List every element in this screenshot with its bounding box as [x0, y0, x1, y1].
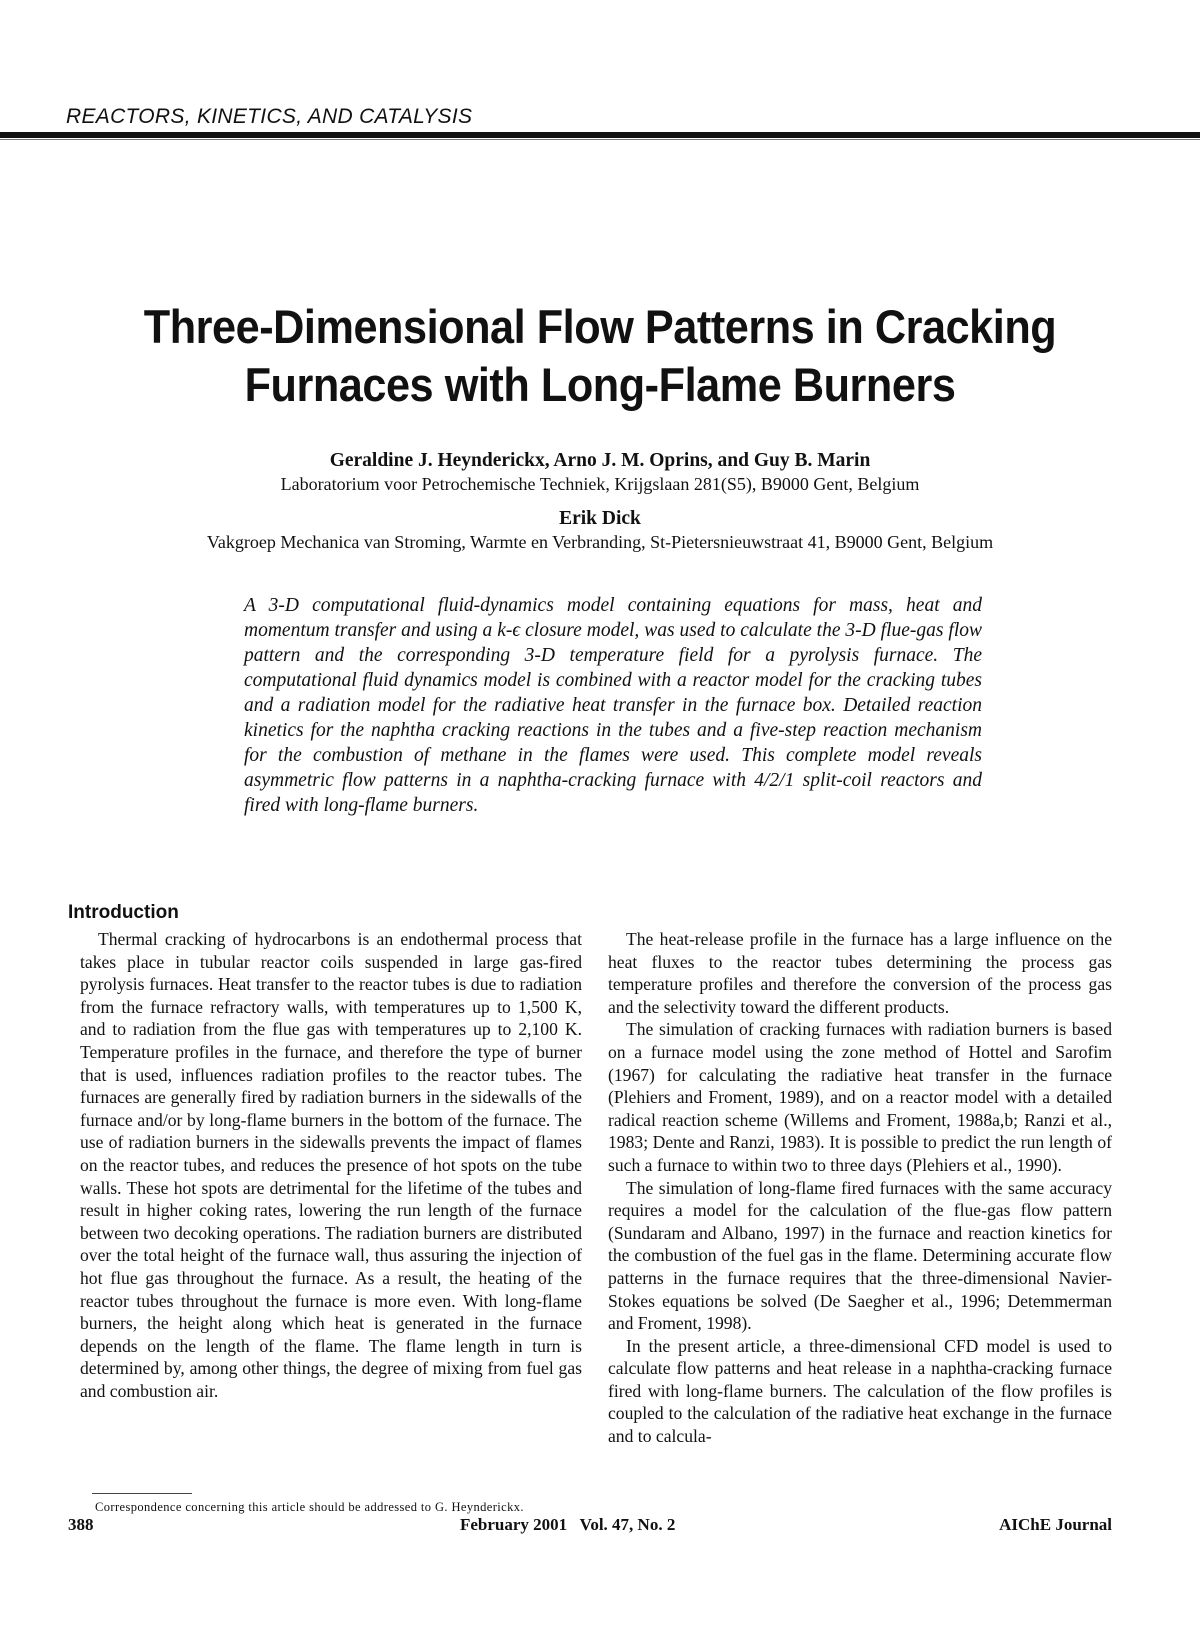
- paragraph: The simulation of cracking furnaces with radiation burners is based on a furnace model using the zone method of Hottel and Sarofim (1967) for calculating the radiative heat transfer in the furnace (Plehiers and Froment, 1989), and on a reactor model with a detailed radical reaction scheme (Willems and Froment, 1988a,b; Ranzi et al., 1983; Dente and Ranzi, 1983). It is possible to predict the run length of such a furnace to within two to three days (Plehiers et al., 1990).: [608, 1019, 1112, 1175]
- paragraph: The simulation of long-flame fired furnaces with the same accuracy requires a model for the calculation of the flue-gas flow pattern (Sundaram and Albano, 1997) in the furnace and reaction kinetics for the combustion of the fuel gas in the flame. Determining accurate flow patterns in the furnace requires that the three-dimensional Navier-Stokes equations be solved (De Saegher et al., 1996; Detemmerman and Froment, 1998).: [608, 1177, 1112, 1334]
- section-heading: Introduction: [68, 902, 179, 923]
- section-tag: REACTORS, KINETICS, AND CATALYSIS: [66, 105, 473, 128]
- author-second: Erik Dick: [559, 508, 641, 529]
- footnote-rule: [92, 1493, 192, 1494]
- author-list: Geraldine J. Heynderickx, Arno J. M. Oprins, and Guy B. Marin: [329, 450, 871, 471]
- paragraph: The heat-release profile in the furnace has a large influence on the heat fluxes to the reactor tubes determining the process gas temperature profiles and therefore the conversion of the process gas and the selectivity toward the different products.: [608, 929, 1112, 1017]
- right-column: [608, 928, 1112, 1448]
- paragraph: Thermal cracking of hydrocarbons is an endothermal process that takes place in tubular reactor coils suspended in large gas-fired pyrolysis furnaces. Heat transfer to the reactor tubes is due to radiation from the furnace refractory walls, with temperatures up to 1,500 K, and to radiation from the flue gas with temperatures up to 2,100 K. Temperature profiles in the furnace, and therefore the type of burner that is used, influences radiation profiles to the reactor tubes. The furnaces are generally fired by radiation burners in the sidewalls of the furnace and/or by long-flame burners in the bottom of the furnace. The use of radiation burners in the sidewalls prevents the impact of flames on the reactor tubes, and reduces the presence of hot spots on the tube walls. These hot spots are detrimental for the lifetime of the tubes and result in higher coking rates, lowering the run length of the furnace between two decoking operations. The radiation burners are distributed over the total height of the furnace wall, thus assuring the injection of hot flue gas throughout the furnace. As a result, the heating of the reactor tubes throughout the furnace is more even. With long-flame burners, the height along which heat is generated in the furnace depends on the length of the flame. The flame length in turn is determined by, among other things, the degree of mixing from fuel gas and combustion air.: [80, 929, 582, 1401]
- journal-name: AIChE Journal: [999, 1515, 1112, 1534]
- affiliation-1: Laboratorium voor Petrochemische Techniek, Krijgslaan 281(S5), B9000 Gent, Belgium: [280, 474, 920, 494]
- paper-title: Three-Dimensional Flow Patterns in Cracking Furnaces with Long-Flame Burners: [143, 300, 1057, 411]
- affiliation-2: Vakgroep Mechanica van Stroming, Warmte en Verbranding, St-Pietersnieuwstraat 41, B9000 Gent, Belgium: [206, 532, 994, 552]
- header-rule: [0, 132, 1200, 138]
- issue-info: February 2001 Vol. 47, No. 2: [460, 1515, 676, 1534]
- abstract: A 3-D computational fluid-dynamics model containing equations for mass, heat and momentum transfer and using a k-ϵ closure model, was used to calculate the 3-D flue-gas flow pattern and the corresponding 3-D temperature field for a pyrolysis furnace. The computational fluid dynamics model is combined with a reactor model for the cracking tubes and a radiation model for the radiative heat transfer in the furnace box. Detailed reaction kinetics for the naphtha cracking reactions in the tubes and a five-step reaction mechanism for the combustion of methane in the flames were used. This complete model reveals asymmetric flow patterns in a naphtha-cracking furnace with 4/2/1 split-coil reactors and fired with long-flame burners.: [244, 595, 982, 816]
- left-column: [80, 928, 582, 1402]
- header-rule-thin: [0, 139, 1200, 140]
- paragraph: In the present article, a three-dimensional CFD model is used to calculate flow patterns and heat release in a naphtha-cracking furnace fired with long-flame burners. The calculation of the flow profiles is coupled to the calculation of the radiative heat exchange in the furnace and to calcula-: [608, 1335, 1112, 1447]
- footnote: Correspondence concerning this article should be addressed to G. Heynderickx.: [95, 1500, 524, 1514]
- page-number: 388: [68, 1515, 94, 1534]
